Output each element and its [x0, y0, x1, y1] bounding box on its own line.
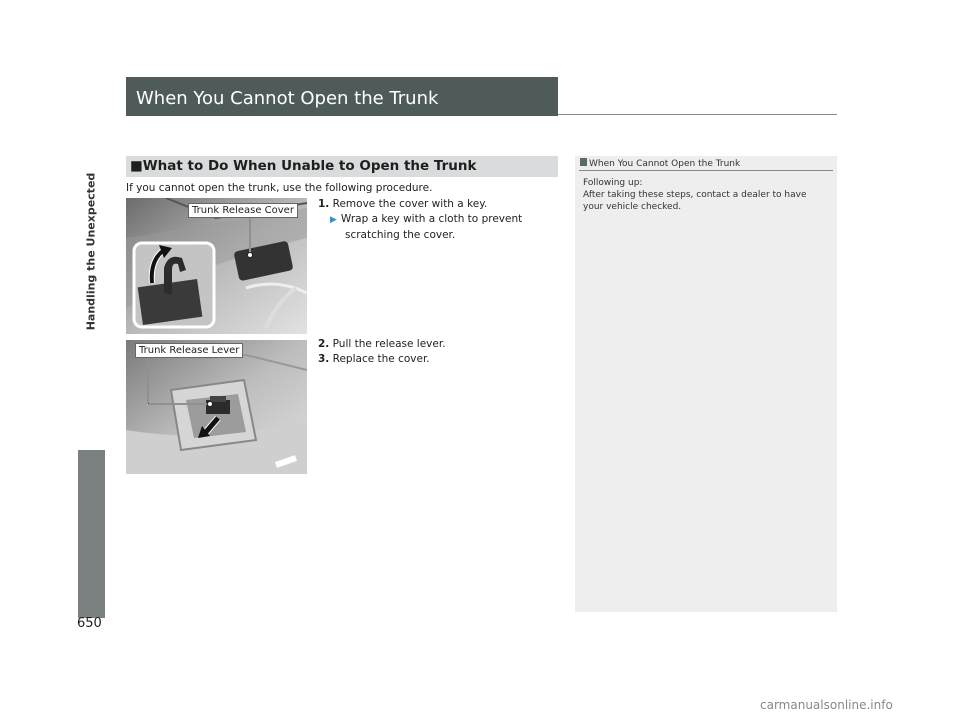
step-1-substep [330, 212, 550, 243]
substep-line-1: Wrap a key with a cloth to prevent [340, 213, 523, 225]
step-3 [318, 352, 430, 367]
step-2-text: Pull the release lever. [332, 338, 446, 350]
title-rule [558, 114, 837, 115]
note-title-text: When You Cannot Open the Trunk [589, 159, 741, 169]
side-section-label-text: Handling the Unexpected [84, 172, 98, 330]
step-1-number: 1. [318, 198, 330, 210]
trunk-release-lever-label: Trunk Release Lever [135, 343, 243, 358]
note-body [583, 177, 823, 213]
page-title: When You Cannot Open the Trunk [126, 77, 558, 116]
step-2 [318, 337, 446, 352]
triangle-right-icon: ▶ [330, 215, 337, 225]
note-rule [579, 170, 833, 171]
note-marker-icon [580, 158, 587, 166]
intro-text: If you cannot open the trunk, use the following procedure. [126, 182, 433, 194]
section-heading: ■What to Do When Unable to Open the Trunk [126, 156, 558, 177]
step-2-number: 2. [318, 338, 330, 350]
substep-line-2: scratching the cover. [345, 229, 456, 241]
note-line-3: your vehicle checked. [583, 202, 682, 212]
watermark: carmanualsonline.info [760, 698, 893, 712]
side-tab [78, 450, 105, 618]
note-line-2: After taking these steps, contact a dealer to have [583, 190, 807, 200]
step-3-text: Replace the cover. [332, 353, 430, 365]
step-1-text: Remove the cover with a key. [332, 198, 488, 210]
trunk-release-lever-image [126, 340, 307, 474]
page-number: 650 [77, 616, 102, 631]
side-section-label [79, 56, 103, 446]
note-panel [575, 156, 837, 612]
trunk-release-cover-label: Trunk Release Cover [188, 203, 298, 218]
trunk-release-cover-image [126, 198, 307, 334]
note-title [580, 158, 740, 169]
step-1 [318, 197, 487, 212]
note-line-1: Following up: [583, 178, 643, 188]
step-3-number: 3. [318, 353, 330, 365]
